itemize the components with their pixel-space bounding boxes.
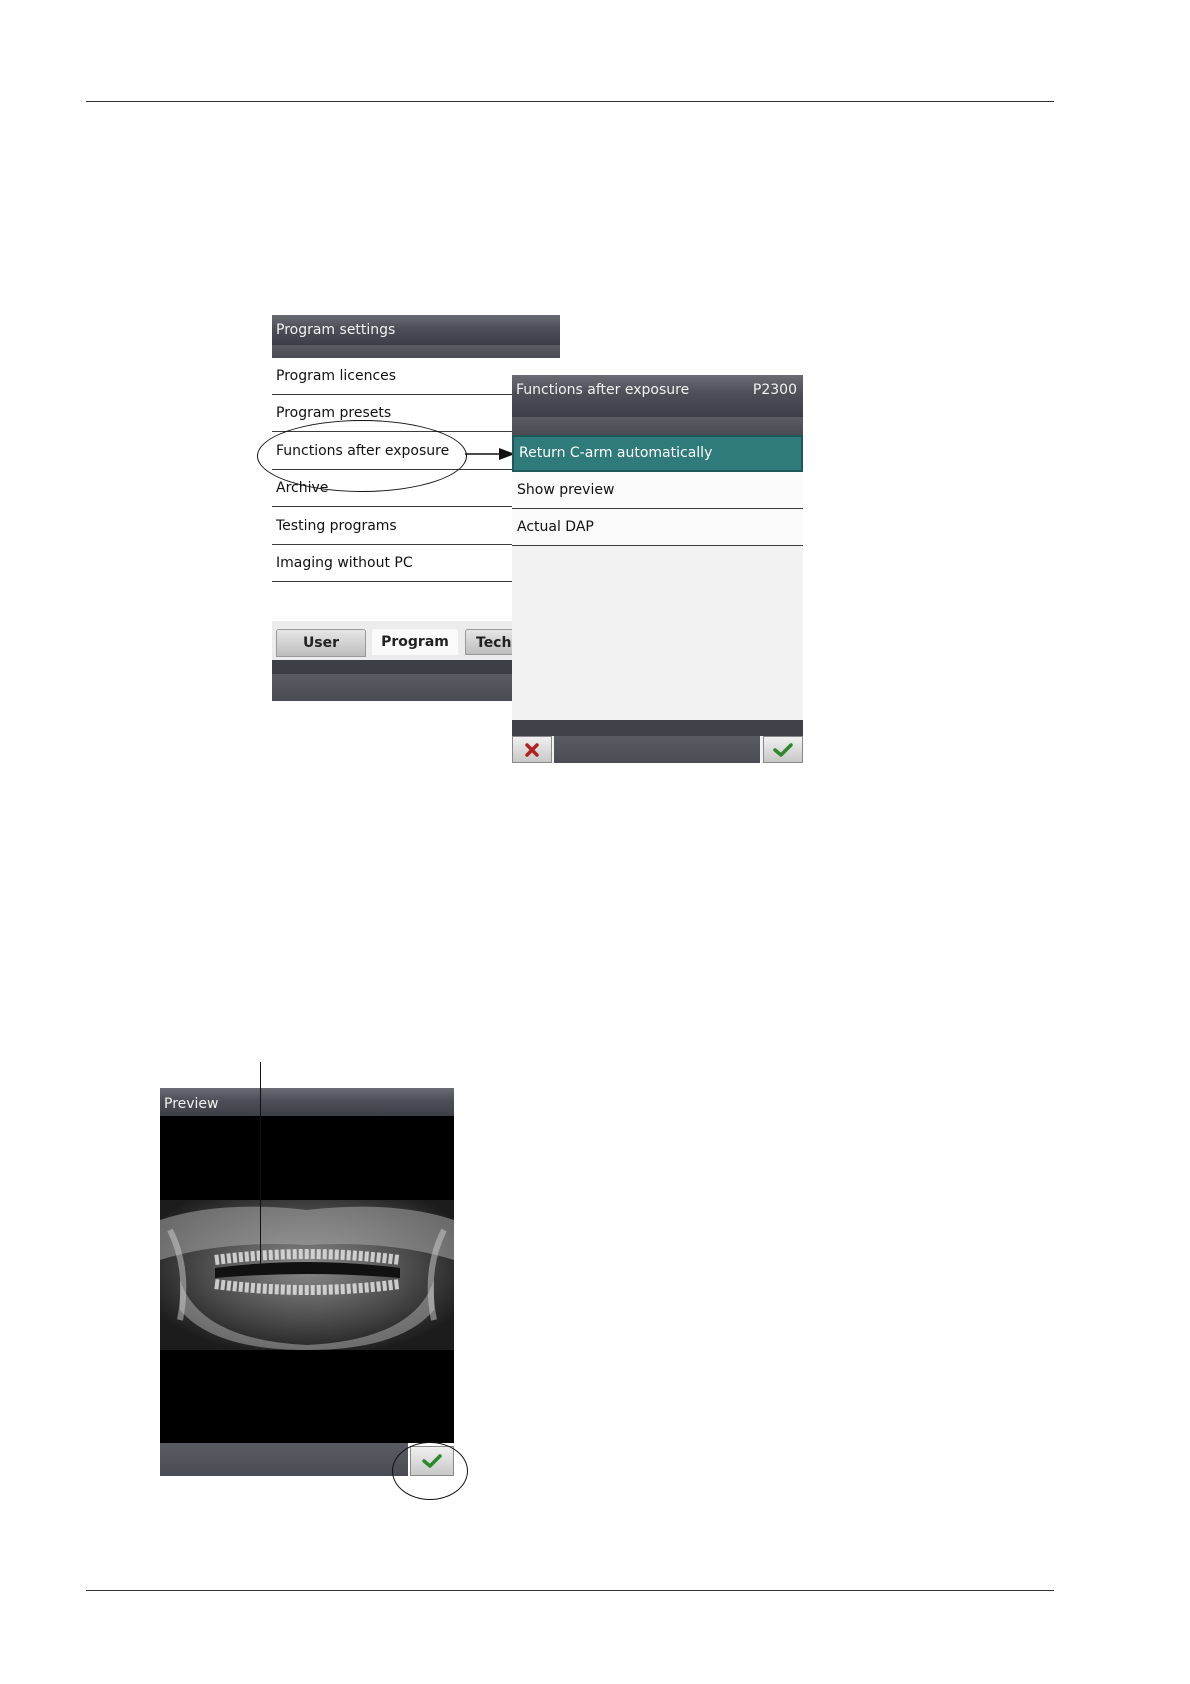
menu-item-archive[interactable]: Archive — [272, 470, 512, 507]
settings-tabs — [272, 621, 512, 665]
window-title-text: Functions after exposure — [516, 382, 690, 398]
tab-user[interactable]: User — [276, 629, 366, 657]
panoramic-xray-image — [160, 1200, 454, 1350]
program-settings-title-stripe — [272, 345, 560, 358]
option-return-c-arm[interactable]: Return C-arm automatically — [512, 435, 803, 472]
program-settings-footer — [272, 674, 512, 701]
callout-ellipse-functions — [257, 420, 467, 492]
x-icon — [524, 742, 540, 758]
option-actual-dap[interactable]: Actual DAP — [512, 509, 803, 546]
tab-tech[interactable]: Tech — [465, 629, 525, 655]
program-settings-title: Program settings — [272, 315, 560, 345]
menu-item-functions-after-exposure[interactable]: Functions after exposure — [272, 433, 512, 470]
functions-after-exposure-window — [512, 375, 803, 763]
tab-program[interactable]: Program — [372, 629, 458, 655]
menu-item-testing-programs[interactable]: Testing programs — [272, 508, 512, 545]
menu-item-program-presets[interactable]: Program presets — [272, 395, 512, 432]
functions-title-stripe — [512, 417, 803, 435]
menu-item-imaging-without-pc[interactable]: Imaging without PC — [272, 545, 512, 582]
callout-arrow-icon — [465, 446, 517, 462]
checkmark-icon — [772, 742, 794, 758]
footer-rule — [86, 1590, 1054, 1591]
menu-item-program-licences[interactable]: Program licences — [272, 358, 512, 395]
header-rule — [86, 101, 1054, 102]
functions-footer-dark — [512, 720, 803, 736]
functions-footer — [554, 736, 760, 763]
callout-leader-line — [260, 1062, 261, 1266]
preview-title: Preview — [160, 1088, 454, 1116]
ok-button[interactable] — [763, 736, 803, 763]
preview-footer — [160, 1443, 408, 1476]
functions-after-exposure-title — [512, 375, 803, 417]
preview-window — [160, 1088, 454, 1476]
program-settings-footer-dark — [272, 660, 512, 674]
program-code: P2300 — [752, 382, 797, 398]
callout-ellipse-ok — [392, 1442, 468, 1500]
cancel-button[interactable] — [512, 736, 552, 763]
option-show-preview[interactable]: Show preview — [512, 472, 803, 509]
